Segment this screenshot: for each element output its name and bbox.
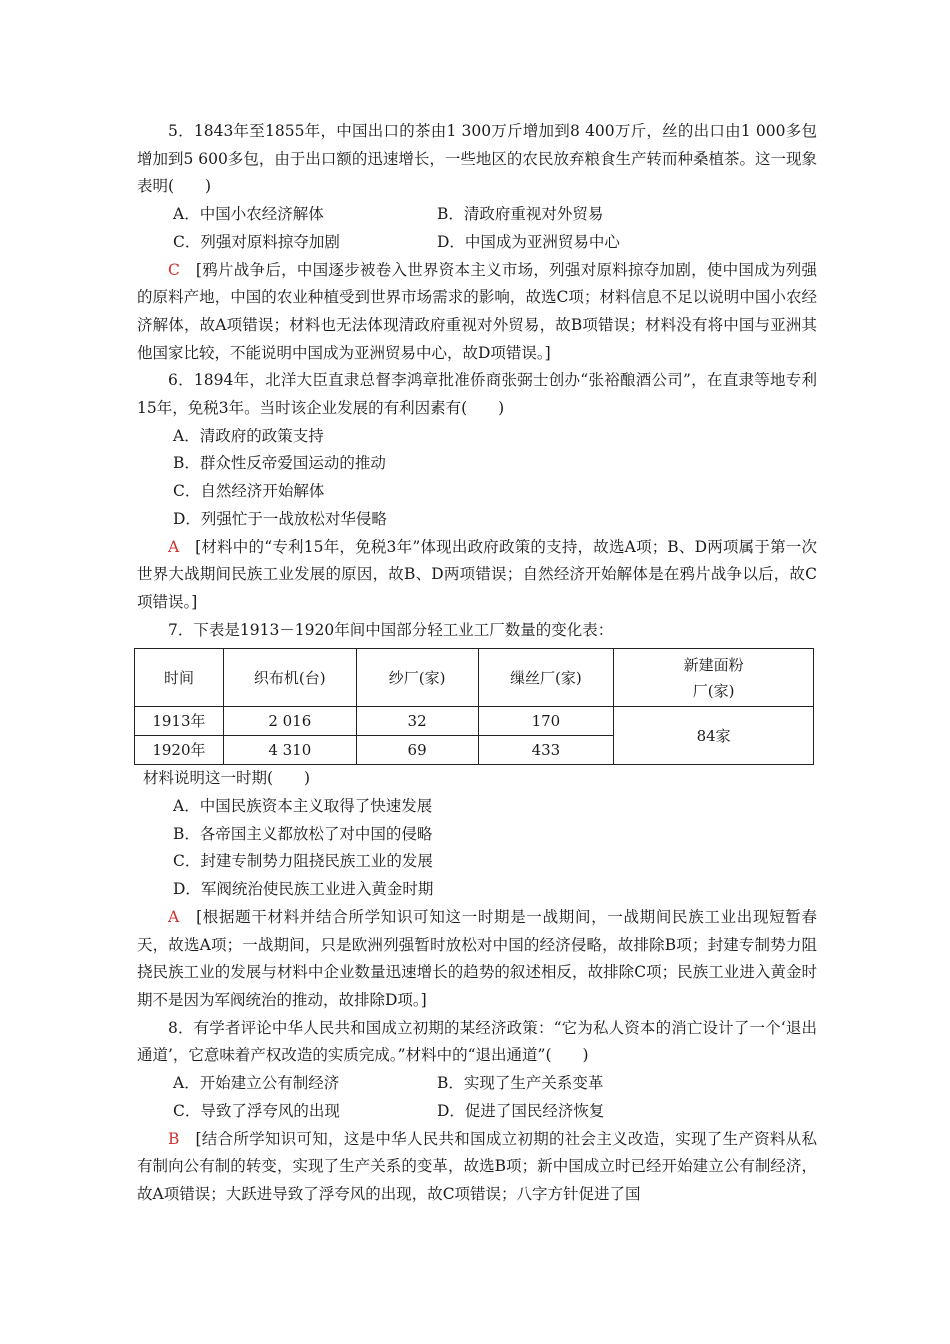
q7-explain-text: [根据题干材料并结合所学知识可知这一时期是一战期间，一战期间民族工业出现短暂春天，故选A项；一战期间，只是欧洲列强暂时放松对中国的经济侵略，故排除B项；封建专制势力阻挠民族工业的发展与材料中企业数量迅速增长的趋势的叙述相反，故排除C项；民族工业进入黄金时期不是因为军阀统治的推动，故排除D项。]	[137, 907, 817, 1009]
q8-option-d[interactable]: D．促进了国民经济恢复	[437, 1101, 605, 1120]
q5-option-b[interactable]: B．清政府重视对外贸易	[437, 205, 604, 224]
table-cell: 170	[478, 707, 614, 736]
document-page	[137, 118, 817, 1209]
q8-option-b[interactable]: B．实现了生产关系变革	[437, 1074, 604, 1093]
q8-explain-text: [结合所学知识可知，这是中华人民共和国成立初期的社会主义改造，实现了生产资料从私有制向公有制的转变，实现了生产关系的变革，故选B项；新中国成立时已经开始建立公有制经济，故A项错误；大跃进导致了浮夸风的出现，故C项错误；八字方针促进了国	[137, 1129, 817, 1203]
q6-option-a[interactable]: A．清政府的政策支持	[173, 426, 324, 445]
q8-stem: 8．有学者评论中华人民共和国成立初期的某经济政策：“它为私人资本的消亡设计了一个‘退出通道’，它意味着产权改造的实质完成。”材料中的“退出通道”( )	[137, 1018, 817, 1065]
q5-stem: 5．1843年至1855年，中国出口的茶由1 300万斤增加到8 400万斤，丝的出口由1 000多包增加到5 600多包，由于出口额的迅速增长，一些地区的农民放弃粮食生产转而种桑植茶。这一现象表明( )	[137, 122, 817, 196]
q5-answer: C	[168, 260, 180, 279]
table-header-row	[135, 649, 814, 707]
q6-stem: 6．1894年，北洋大臣直隶总督李鸿章批准侨商张弼士创办“张裕酿酒公司”，在直隶等地专利15年，免税3年。当时该企业发展的有利因素有( )	[137, 371, 817, 418]
q8-option-c[interactable]: C．导致了浮夸风的出现	[173, 1101, 340, 1120]
table-cell: 1920年	[135, 736, 224, 765]
q6-option-b[interactable]: B．群众性反帝爱国运动的推动	[173, 454, 386, 473]
header-line-2: 厂(家)	[692, 681, 735, 700]
q5-explain-text: [鸦片战争后，中国逐步被卷入世界资本主义市场，列强对原料掠夺加剧，使中国成为列强的原料产地，中国的农业种植受到世界市场需求的影响，故选C项；材料信息不足以说明中国小农经济解体，故A项错误；材料也无法体现清政府重视对外贸易，故B项错误；材料没有将中国与亚洲其他国家比较，不能说明中国成为亚洲贸易中心，故D项错误。]	[137, 260, 817, 362]
table-header-cell: 时间	[135, 649, 224, 707]
q7-answer: A	[168, 907, 180, 926]
q7-option-a[interactable]: A．中国民族资本主义取得了快速发展	[173, 797, 433, 816]
q5-option-c[interactable]: C．列强对原料掠夺加剧	[173, 232, 340, 251]
q5-options-row-2	[137, 229, 817, 257]
q8-options-row-2	[137, 1098, 817, 1126]
q7-option-d[interactable]: D．军阀统治使民族工业进入黄金时期	[173, 880, 434, 899]
q7-explanation	[137, 904, 817, 1015]
q5-option-d[interactable]: D．中国成为亚洲贸易中心	[437, 232, 620, 251]
q7-after-table: 材料说明这一时期( )	[143, 769, 311, 788]
q8-explanation	[137, 1126, 817, 1209]
q6-option-d[interactable]: D．列强忙于一战放松对华侵略	[173, 509, 387, 528]
table-cell: 1913年	[135, 707, 224, 736]
q5-option-a[interactable]: A．中国小农经济解体	[173, 205, 324, 224]
table-cell: 69	[356, 736, 478, 765]
table-cell: 4 310	[223, 736, 356, 765]
q5-explanation	[137, 257, 817, 368]
factory-table	[134, 648, 814, 765]
q7-stem: 7．下表是1913－1920年间中国部分轻工业工厂数量的变化表：	[168, 620, 614, 639]
table-header-cell: 纱厂(家)	[356, 649, 478, 707]
q6-answer: A	[168, 537, 180, 556]
table-header-cell: 缫丝厂(家)	[478, 649, 614, 707]
q8-option-a[interactable]: A．开始建立公有制经济	[173, 1074, 340, 1093]
q6-explanation	[137, 534, 817, 617]
q7-option-b[interactable]: B．各帝国主义都放松了对中国的侵略	[173, 824, 433, 843]
table-cell: 32	[356, 707, 478, 736]
q8-answer: B	[168, 1129, 180, 1148]
table-header-cell	[614, 649, 814, 707]
q6-explain-text: [材料中的“专利15年，免税3年”体现出政府政策的支持，故选A项；B、D两项属于第一次世界大战期间民族工业发展的原因，故B、D两项错误；自然经济开始解体是在鸦片战争以后，故C项错误。]	[137, 537, 817, 611]
q6-option-c[interactable]: C．自然经济开始解体	[173, 482, 325, 501]
table-cell: 433	[478, 736, 614, 765]
header-line-1: 新建面粉	[683, 655, 744, 674]
table-merged-cell: 84家	[614, 707, 814, 765]
table-row	[135, 707, 814, 736]
q7-option-c[interactable]: C．封建专制势力阻挠民族工业的发展	[173, 852, 433, 871]
table-header-cell: 织布机(台)	[223, 649, 356, 707]
q8-options-row-1	[137, 1070, 817, 1098]
q5-options-row-1	[137, 201, 817, 229]
table-cell: 2 016	[223, 707, 356, 736]
